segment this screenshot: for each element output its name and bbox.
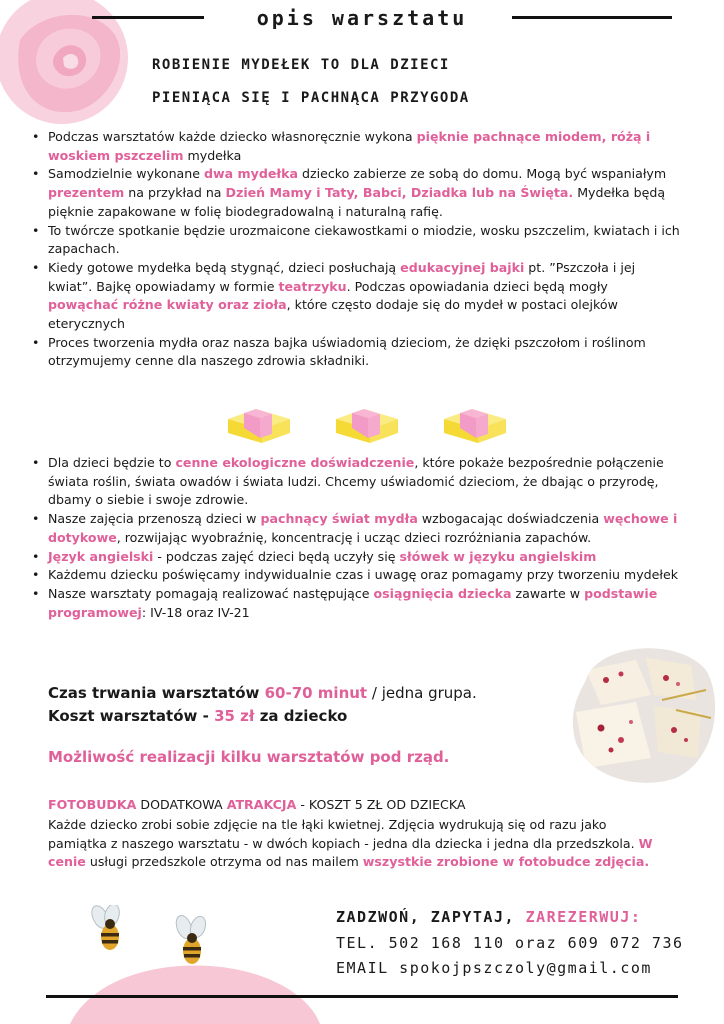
highlight: Język angielski [48, 548, 154, 564]
text: - KOSZT 5 ZŁ OD DZIECKA [296, 797, 466, 812]
bullet-icon: • [32, 455, 40, 470]
duration-value: 60-70 minut [264, 684, 368, 702]
bullet-icon: • [32, 259, 40, 275]
footer-rule [46, 995, 678, 998]
multiple-workshops: Możliwość realizacji kilku warsztatów pod rząd. [48, 748, 450, 766]
text: , które pokaże bezpośrednie połączenie świata roślin, świata owadów i świata ludzi. Chcemy uświadomić dzieciom, że dbając o przyrodę, dbamy o siebie i swoje zdrowie. [48, 455, 664, 508]
text: Kiedy gotowe mydełka będą stygnąć, dzieci posłuchają [48, 259, 401, 275]
text: Podczas warsztatów każde dziecko własnoręcznie wykona [48, 129, 417, 144]
cost-suffix: za dziecko [254, 707, 348, 725]
text: To twórcze spotkanie będzie urozmaicone ciekawostkami o miodzie, wosku pszczelim, kwiatach i ich zapachach. [48, 222, 680, 257]
highlight: prezentem [48, 185, 125, 201]
highlight: wszystkie zrobione w fotobudce zdjęcia. [362, 854, 650, 870]
list-item [30, 259, 680, 334]
highlight: osiągnięcia dziecka [373, 585, 512, 601]
bullet-icon: • [32, 166, 40, 182]
text: Nasze zajęcia przenoszą dzieci w [48, 511, 261, 527]
list-item [30, 222, 680, 259]
highlight: ATRAKCJA [226, 797, 297, 812]
list-item [30, 454, 680, 510]
text: DODATKOWA [136, 797, 227, 812]
bullet-icon: • [32, 585, 40, 601]
fotobudka-heading [48, 796, 668, 815]
duration-suffix: / jedna grupa. [367, 684, 477, 702]
highlight: teatrzyku [278, 278, 347, 294]
list-item [30, 585, 680, 622]
soap-photo [566, 640, 716, 786]
highlight: edukacyjnej bajki [400, 259, 525, 275]
bullet-list-2 [30, 454, 680, 622]
highlight: pięknie pachnące miodem, różą i woskiem pszczelim [48, 129, 651, 163]
list-item [30, 128, 680, 165]
bee-icon [170, 915, 214, 969]
soap-icon [334, 405, 400, 445]
text: Nasze warsztaty pomagają realizować następujące [48, 585, 374, 601]
highlight: pachnący świat mydła [260, 511, 418, 527]
text: Proces tworzenia mydła oraz nasza bajka uświadomią dzieciom, że dzięki pszczołom i roślinom otrzymujemy cenne dla naszego zdrowia składniki. [48, 334, 646, 369]
bullet-icon: • [32, 511, 40, 527]
bee-icon [88, 905, 132, 955]
highlight: podstawie programowej [48, 585, 658, 620]
text: zawarte w [511, 585, 585, 601]
highlight: słówek w języku angielskim [399, 548, 597, 564]
pink-blob-decoration [70, 962, 320, 1024]
fotobudka-description [48, 816, 668, 872]
bullet-icon: • [32, 567, 40, 583]
text: usługi przedszkole otrzyma od nas mailem [85, 854, 363, 870]
soap-icon [442, 405, 508, 445]
highlight: dwa mydełka [204, 166, 298, 182]
contact-phone[interactable]: TEL. 502 168 110 oraz 609 072 736 [336, 934, 684, 952]
page-title: opis warsztatu [256, 6, 468, 30]
bullet-list-1 [30, 128, 680, 371]
subtitle-line-1: ROBIENIE MYDEŁEK TO DLA DZIECI [152, 57, 450, 73]
duration-line [48, 684, 477, 702]
cost-value: 35 zł [214, 707, 255, 725]
cta-text: ZADZWOŃ, ZAPYTAJ, [336, 908, 526, 926]
text: Samodzielnie wykonane [48, 166, 205, 182]
bullet-icon: • [32, 334, 40, 350]
soap-icon [226, 405, 292, 445]
highlight: FOTOBUDKA [48, 797, 137, 812]
text: wzbogacając doświadczenia [417, 511, 604, 527]
list-item [30, 548, 680, 567]
contact-cta [336, 908, 641, 926]
text: pt. ”Pszczoła i jej kwiat”. Bajkę opowiadamy w formie [48, 259, 636, 294]
list-item [30, 165, 680, 221]
list-item [30, 566, 680, 585]
cta-reserve: ZAREZERWUJ: [525, 908, 642, 926]
highlight: cenne ekologiczne doświadczenie [175, 455, 415, 470]
highlight: powąchać różne kwiaty oraz zioła [48, 297, 287, 313]
text: , które często dodaje się do mydeł w postaci olejków eterycznych [48, 297, 618, 332]
bullet-icon: • [32, 548, 40, 564]
highlight: węchowe i dotykowe [48, 511, 678, 545]
text: Dla dzieci będzie to [48, 455, 176, 470]
text: mydełka [183, 147, 242, 163]
text: Każdemu dziecku poświęcamy indywidualnie czas i uwagę oraz pomagamy przy tworzeniu mydełek [48, 567, 679, 583]
bullet-icon: • [32, 129, 40, 144]
highlight: W cenie [48, 835, 653, 870]
text: na przykład na [124, 185, 226, 201]
text: Mydełka będą pięknie zapakowane w folię biodegradowalną i naturalną rafię. [48, 185, 666, 219]
text: Każde dziecko zrobi sobie zdjęcie na tle łąki kwietnej. Zdjęcia wydrukują się od razu jako pamiątka z naszego warsztatu - w dwóch kopiach - jedna dla dziecka i jedna dla przedszkola. [48, 817, 639, 851]
text: - podczas zajęć dzieci będą uczyły się [153, 548, 400, 564]
subtitle-line-2: PIENIĄCA SIĘ I PACHNĄCA PRZYGODA [152, 90, 470, 106]
cost-label: Koszt warsztatów - [48, 707, 215, 725]
text: . Podczas opowiadania dzieci będą mogły [346, 278, 608, 294]
bullet-icon: • [32, 222, 40, 238]
text: , rozwijając wyobraźnię, koncentrację i ucząc dzieci rozróżniania zapachów. [116, 529, 592, 545]
highlight: Dzień Mamy i Taty, Babci, Dziadka lub na Święta. [225, 185, 574, 201]
cost-line [48, 707, 347, 725]
list-item [30, 510, 680, 547]
text: : IV-18 oraz IV-21 [141, 604, 250, 620]
list-item [30, 334, 680, 371]
duration-label: Czas trwania warsztatów [48, 684, 265, 702]
contact-email[interactable]: EMAIL spokojpszczoly@gmail.com [336, 959, 652, 977]
text: dziecko zabierze ze sobą do domu. Mogą być wspaniałym [297, 166, 667, 182]
